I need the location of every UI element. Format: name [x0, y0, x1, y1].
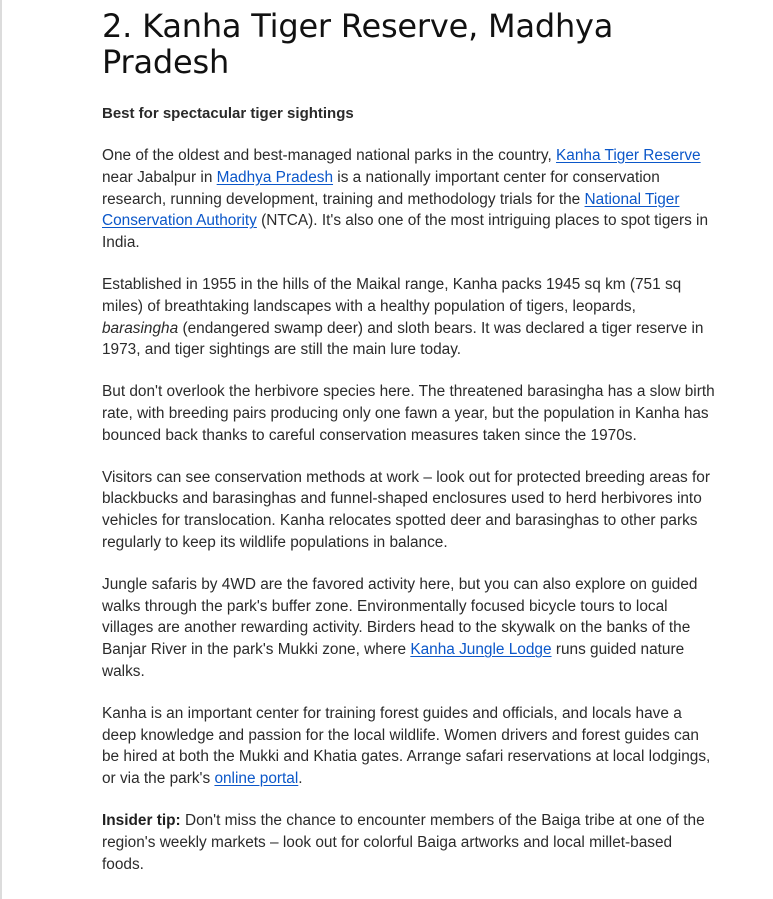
link-kanha-jungle-lodge[interactable]: Kanha Jungle Lodge: [410, 641, 552, 659]
paragraph-safaris: [102, 574, 716, 683]
text-run: near Jabalpur in: [102, 168, 217, 186]
paragraph-insider-tip: [102, 810, 716, 875]
text-run: One of the oldest and best-managed national parks in the country,: [102, 147, 557, 164]
text-run: is a nationally important center for conservation research, running development, training and methodology trials for the: [102, 168, 660, 208]
article-section: [102, 8, 716, 875]
text-run: .: [298, 770, 303, 788]
paragraph-guides: [102, 703, 716, 790]
insider-tip-label: Insider tip:: [102, 811, 181, 829]
link-madhya-pradesh[interactable]: Madhya Pradesh: [216, 168, 334, 186]
link-kanha-tiger-reserve[interactable]: Kanha Tiger Reserve: [556, 147, 701, 164]
text-run: Kanha is an important center for training forest guides and officials, and locals have a deep knowledge and passion for the local wildlife. Women drivers and forest guides can be hired at both the Mukki and Khatia gates. Arrange safari reservations at local lodgings, or via the park's: [102, 704, 711, 788]
text-run: (endangered swamp deer) and sloth bears. It was declared a tiger reserve in 1973, and tiger sightings are still the main lure today.: [102, 319, 704, 359]
text-run: Don't miss the chance to encounter members of the Baiga tribe at one of the region's weekly markets – look out for colorful Baiga artworks and local millet-based foods.: [102, 811, 705, 873]
text-run: runs guided nature walks.: [102, 641, 685, 680]
link-online-portal[interactable]: online portal: [214, 770, 299, 788]
paragraph-conservation: Visitors can see conservation methods at work – look out for protected breeding areas for blackbucks and barasinghas and funnel-shaped enclosures used to herd herbivores into vehicles for translocation. Kanha relocates spotted deer and barasinghas to other parks regularly to keep its wildlife populations in balance.: [102, 468, 710, 551]
section-subtitle: Best for spectacular tiger sightings: [102, 105, 354, 122]
paragraph-established: [102, 274, 716, 361]
page-left-border: [0, 0, 2, 899]
italic-term: barasingha: [102, 319, 179, 337]
link-ntca[interactable]: National Tiger Conservation Authority: [102, 190, 680, 230]
text-run: Jungle safaris by 4WD are the favored activity here, but you can also explore on guided walks through the park's buffer zone. Environmentally focused bicycle tours to local villages are another rewarding activity. Birders head to the skywalk on the banks of the Banjar River in the park's Mukki zone, where: [102, 575, 698, 659]
paragraph-herbivores: But don't overlook the herbivore species here. The threatened barasingha has a slow birth rate, with breeding pairs producing only one fawn a year, but the population in Kanha has bounced back thanks to careful conservation measures taken since the 1970s.: [102, 383, 715, 444]
paragraph-intro: [102, 145, 716, 254]
text-run: (NTCA). It's also one of the most intriguing places to spot tigers in India.: [102, 212, 709, 252]
section-heading: 2. Kanha Tiger Reserve, Madhya Pradesh: [102, 7, 614, 81]
text-run: Established in 1955 in the hills of the Maikal range, Kanha packs 1945 sq km (751 sq miles) of breathtaking landscapes with a healthy population of tigers, leopards,: [102, 275, 682, 315]
